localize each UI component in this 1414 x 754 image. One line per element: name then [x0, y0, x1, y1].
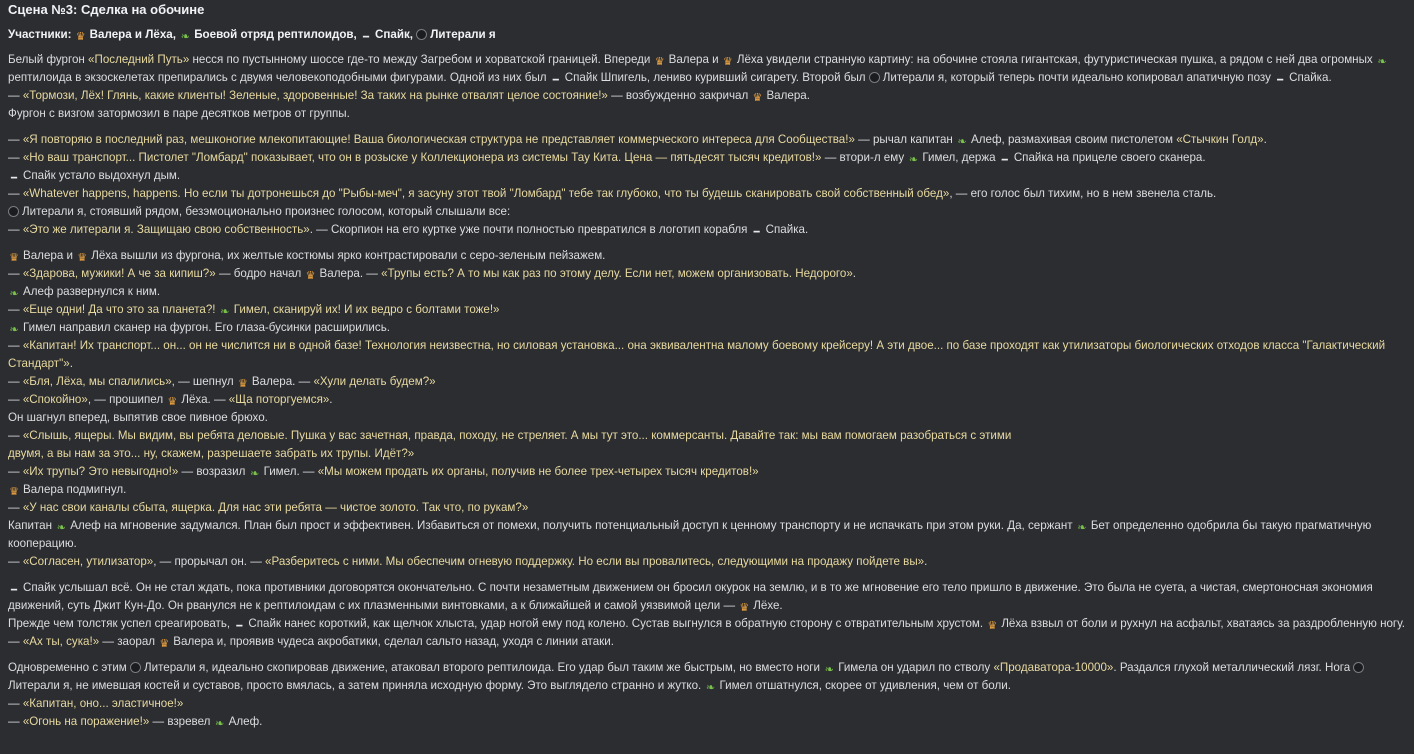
story-line	[8, 185, 1406, 203]
story-line	[8, 247, 1406, 265]
narration-text: — втори-л ему	[821, 151, 908, 164]
narration-text: Алеф.	[228, 715, 263, 728]
crown-icon: ♛	[167, 396, 178, 408]
dialogue-quote: двумя, а вы нам за это... ну, скажем, разрешаете забрать их трупы. Идёт?»	[8, 447, 415, 460]
narration-text: Лёхе.	[753, 599, 783, 612]
narration-text: —	[8, 375, 23, 388]
story-line	[8, 659, 1406, 695]
dialogue-quote: «Спокойно»	[22, 393, 88, 406]
narration-text: . — Скорпион на его куртке уже почти полностью превратился в логотип корабля	[309, 223, 751, 236]
lizard-icon: ❧	[908, 154, 918, 166]
black-circle-icon	[130, 662, 141, 673]
story-line	[8, 391, 1406, 409]
participants-line	[8, 26, 1406, 44]
narration-text: Лёха вышли из фургона, их желтые костюмы ярко контрастировали с серо-зеленым пейзажем.	[91, 249, 606, 262]
story-line	[8, 105, 1406, 123]
crown-icon: ♛	[9, 486, 19, 498]
narration-text: —	[8, 465, 23, 478]
story-line	[8, 427, 1406, 445]
dialogue-quote: «Последний Путь»	[88, 53, 190, 66]
dialogue-quote: Гимел, сканируй их! И их ведро с болтами тоже!»	[233, 303, 500, 316]
narration-text: несся по пустынному шоссе где-то между Загребом и хорватской границей. Впереди	[189, 53, 654, 66]
narration-text: Фургон с визгом затормозил в паре десятков метров от группы.	[8, 107, 350, 120]
cigarette-icon: ━	[10, 585, 18, 596]
narration-text: Спайк Шпигель, лениво куривший сигарету. Второй был	[564, 71, 869, 84]
dialogue-quote: «Их трупы? Это невыгодно!»	[22, 465, 179, 478]
dialogue-quote: «Стычкин Голд»	[1176, 133, 1264, 146]
narration-text: , — его голос был тихим, но в нем звенела сталь.	[949, 187, 1217, 200]
lizard-icon: ❧	[215, 718, 225, 730]
narration-text: Валера и	[23, 249, 77, 262]
narration-text: Валера.	[766, 89, 810, 102]
story-line	[8, 337, 1406, 373]
narration-text: — возразил	[178, 465, 249, 478]
narration-text: Он шагнул вперед, выпятив свое пивное брюхо.	[8, 411, 268, 424]
story-line	[8, 301, 1406, 319]
dialogue-quote: «Капитан, оно... эластичное!»	[22, 697, 184, 710]
crown-icon: ♛	[77, 252, 88, 264]
dialogue-quote: «Огонь на поражение!»	[22, 715, 150, 728]
narration-text: Гимел отшатнулся, скорее от удивления, чем от боли.	[719, 679, 1011, 692]
narration-text: .	[924, 555, 928, 568]
dialogue-quote: «Еще одни! Да что это за планета?!	[22, 303, 219, 316]
narration-text: Спайк услышал всё. Он не стал ждать, пока противники договорятся окончательно. С почти незаметным движением он бросил окурок на землю, и в то же мгновение его тело пришло в движение. Это была не суета, а чистая, смертоносная экономия движений, суть Джит Кун-До. Он рванулся не к рептилоидам с их плазменными винтовками, а к ближайшей и самой уязвимой цели —	[8, 581, 1373, 612]
dialogue-quote: «Слышь, ящеры. Мы видим, вы ребята деловые. Пушка у вас зачетная, правда, походу, не стреляет. А мы тут это... коммерсанты. Давайте так: мы вам помогаем разобраться с этими	[22, 429, 1012, 442]
narration-text: Гимел направил сканер на фургон. Его глаза-бусинки расширились.	[23, 321, 390, 334]
narration-text: —	[8, 697, 23, 710]
dialogue-quote: «Здарова, мужики! А че за кипиш?»	[22, 267, 216, 280]
story-line	[8, 579, 1406, 615]
cigarette-icon: ━	[1277, 75, 1284, 86]
story-line	[8, 265, 1406, 283]
story-line	[8, 499, 1406, 517]
black-circle-icon	[416, 29, 427, 40]
narration-text: Алеф, размахивая своим пистолетом	[971, 133, 1177, 146]
story-line	[8, 373, 1406, 391]
story-paragraph	[8, 131, 1406, 239]
narration-text: Белый фургон	[8, 53, 89, 66]
narration-text: —	[8, 429, 23, 442]
story-line	[8, 463, 1406, 481]
narration-text: — бодро начал	[215, 267, 305, 280]
narration-text: Валера и, проявив чудеса акробатики, сделал сальто назад, уходя с линии атаки.	[173, 635, 614, 648]
story-line	[8, 481, 1406, 499]
story-line	[8, 615, 1406, 633]
participant-name: Литерали я	[430, 28, 496, 41]
participant-name: Боевой отряд рептилоидов	[194, 28, 354, 41]
story-body	[8, 51, 1406, 731]
story-line	[8, 167, 1406, 185]
crown-icon: ♛	[722, 56, 733, 68]
dialogue-quote: «Я повторяю в последний раз, мешконогие млекопитающие! Ваша биологическая структура не представляет коммерческого интереса для Сообщества!»	[22, 133, 855, 146]
crown-icon: ♛	[654, 56, 665, 68]
narration-text: Валера. —	[251, 375, 314, 388]
narration-text: Литерали я, стоявший рядом, безэмоционально произнес голосом, который слышали все:	[22, 205, 511, 218]
participant-name: Валера и Лёха	[89, 28, 173, 41]
narration-text: Спайка.	[765, 223, 809, 236]
narration-text: —	[8, 223, 23, 236]
narration-text: рептилоида в экзоскелетах препирались с двумя человекоподобными фигурами. Одной из них был	[8, 71, 550, 84]
narration-text: — заорал	[99, 635, 159, 648]
story-line	[8, 87, 1406, 105]
story-line	[8, 319, 1406, 337]
lizard-icon: ❧	[705, 682, 716, 694]
cigarette-icon: ━	[10, 173, 18, 184]
story-line	[8, 51, 1406, 87]
story-line	[8, 633, 1406, 651]
story-line	[8, 445, 1406, 463]
narration-text: Спайк нанес короткий, как щелчок хлыста, удар ногой ему под колено. Сустав выгнулся в обратную сторону с отвратительным хрустом.	[248, 617, 987, 630]
dialogue-quote: «Капитан! Их транспорт... он... он не числится ни в одной базе! Технология неизвестна, но силовая установка... она эквивалентна малому боевому крейсеру! А эти двое... по базе проходят как утилизаторы биологических отходов класса "Галактический Стандарт"»	[8, 339, 1386, 370]
narration-text: .	[69, 357, 73, 370]
narration-text: —	[8, 635, 23, 648]
cigarette-icon: ━	[236, 621, 243, 632]
narration-text: . Раздался глухой металлический лязг. Нога	[1113, 661, 1354, 674]
participants-label: Участники:	[8, 28, 72, 41]
dialogue-quote: «Ща поторгуемся»	[228, 393, 330, 406]
black-circle-icon	[1353, 662, 1364, 673]
story-line	[8, 713, 1406, 731]
dialogue-quote: «Whatever happens, happens. Но если ты дотронешься до "Рыбы-меч", я засуну этот твой "Ломбард" тебе так глубоко, что ты будешь сканировать свой собственный обед»	[22, 187, 950, 200]
story-line	[8, 131, 1406, 149]
black-circle-icon	[8, 206, 19, 217]
narration-text: —	[8, 267, 23, 280]
dialogue-quote: «Но ваш транспорт... Пистолет "Ломбард" показывает, что он в розыске у Коллекционера из системы Тау Кита. Цена — пятьдесят тысяч кредитов!»	[22, 151, 822, 164]
narration-text: Алеф развернулся к ним.	[23, 285, 161, 298]
narration-text: Лёха взвыл от боли и рухнул на асфальт, хватаясь за раздробленную ногу.	[1001, 617, 1406, 630]
dialogue-quote: «Мы можем продать их органы, получив не более трех-четырех тысяч кредитов!»	[317, 465, 759, 478]
lizard-icon: ❧	[220, 306, 230, 318]
story-line	[8, 553, 1406, 571]
narration-text: —	[8, 133, 23, 146]
scene-title: Сцена №3: Сделка на обочине	[8, 2, 205, 17]
narration-text: Гимел, держа	[922, 151, 999, 164]
narration-text: —	[8, 89, 23, 102]
dialogue-quote: «Разберитесь с ними. Мы обеспечим огневую поддержку. Но если вы провалитесь, следующими на продажу пойдете вы»	[265, 555, 925, 568]
dialogue-quote: «Тормози, Лёх! Глянь, какие клиенты! Зеленые, здоровенные! За таких на рынке отвалят целое состояние!»	[22, 89, 608, 102]
cigarette-icon: ━	[753, 227, 760, 238]
narration-text: Прежде чем толстяк успел среагировать,	[8, 617, 234, 630]
narration-text: , — прорычал он. —	[153, 555, 266, 568]
lizard-icon: ❧	[824, 664, 834, 676]
narration-text: Капитан	[8, 519, 56, 532]
narration-text: Лёха увидели странную картину: на обочине стояла гигантская, футуристическая пушка, а рядом с ней два огромных	[736, 53, 1376, 66]
narration-text: Спайка.	[1289, 71, 1332, 84]
narration-text: , — прошипел	[87, 393, 167, 406]
narration-text: Бет определенно одобрила бы такую прагматичную кооперацию.	[8, 519, 1372, 550]
narration-text: Литерали я, не имевшая костей и суставов, просто вмялась, а затем приняла исходную форму. Это выглядело странно и жутко.	[8, 679, 705, 692]
story-paragraph	[8, 579, 1406, 651]
narration-text: — рычал капитан	[854, 133, 957, 146]
narration-text: —	[8, 187, 23, 200]
dialogue-quote: «Продаватора-10000»	[993, 661, 1114, 674]
story-line	[8, 409, 1406, 427]
narration-text: —	[8, 555, 23, 568]
cigarette-icon: ━	[1001, 155, 1008, 166]
dialogue-quote: «Это же литерали я. Защищаю свою собственность»	[22, 223, 310, 236]
crown-icon: ♛	[987, 620, 998, 632]
narration-text: —	[8, 393, 23, 406]
narration-text: — возбужденно закричал	[607, 89, 752, 102]
narration-text: Лёха. —	[181, 393, 229, 406]
crown-icon: ♛	[75, 31, 86, 43]
participants-list: ♛ Валера и Лёха, ❧ Боевой отряд рептилоидов, ━ Спайк, Литерали я	[75, 28, 496, 43]
story-line	[8, 695, 1406, 713]
story-paragraph	[8, 51, 1406, 123]
narration-text: —	[8, 339, 23, 352]
dialogue-quote: «Согласен, утилизатор»	[22, 555, 154, 568]
narration-text: Валера подмигнул.	[23, 483, 127, 496]
narration-text: — взревел	[149, 715, 214, 728]
story-line	[8, 149, 1406, 167]
lizard-icon: ❧	[249, 468, 260, 480]
narration-text: —	[8, 715, 23, 728]
participant-name: Спайк	[375, 28, 410, 41]
story-line	[8, 221, 1406, 239]
narration-text: , — шепнул	[171, 375, 237, 388]
story-line	[8, 517, 1406, 553]
narration-text: .	[852, 267, 857, 280]
lizard-icon: ❧	[1077, 522, 1087, 534]
story-line	[8, 283, 1406, 301]
cigarette-icon: ━	[363, 32, 370, 43]
narration-text: —	[8, 501, 23, 514]
crown-icon: ♛	[739, 602, 750, 614]
crown-icon: ♛	[9, 252, 19, 264]
narration-text: Спайк устало выдохнул дым.	[23, 169, 181, 182]
lizard-icon: ❧	[9, 324, 19, 336]
story-line	[8, 203, 1406, 221]
lizard-icon: ❧	[1377, 56, 1387, 68]
narration-text: Валера и	[668, 53, 722, 66]
dialogue-quote: «Трупы есть? А то мы как раз по этому делу. Если нет, можем организовать. Недорого»	[381, 267, 853, 280]
story-paragraph	[8, 659, 1406, 731]
dialogue-quote: «Бля, Лёха, мы спалились»	[22, 375, 172, 388]
dialogue-quote: «Ах ты, сука!»	[22, 635, 100, 648]
narration-text: —	[8, 303, 23, 316]
crown-icon: ♛	[305, 270, 316, 282]
cigarette-icon: ━	[552, 75, 559, 86]
dialogue-quote: «У нас свои каналы сбыта, ящерка. Для нас эти ребята — чистое золото. Так что, по рукам?»	[22, 501, 529, 514]
story-paragraph	[8, 247, 1406, 571]
lizard-icon: ❧	[180, 31, 190, 43]
narration-text: Литерали я, который теперь почти идеально копировал апатичную позу	[882, 71, 1275, 84]
narration-text: Спайка на прицеле своего сканера.	[1013, 151, 1206, 164]
narration-text: .	[329, 393, 333, 406]
crown-icon: ♛	[752, 92, 763, 104]
lizard-icon: ❧	[9, 288, 19, 300]
narration-text: Литерали я, идеально скопировав движение, атаковал второго рептилоида. Его удар был таким же быстрым, но вместо ноги	[143, 661, 824, 674]
narration-text: .	[1263, 133, 1267, 146]
black-circle-icon	[869, 72, 880, 83]
lizard-icon: ❧	[957, 136, 967, 148]
narration-text: Алеф на мгновение задумался. План был прост и эффективен. Избавиться от помехи, получить потенциальный доступ к ценному транспорту и не испачкать при этом руки. Да, сержант	[70, 519, 1076, 532]
narration-text: Валера. —	[319, 267, 382, 280]
narration-text: —	[8, 151, 23, 164]
crown-icon: ♛	[159, 638, 170, 650]
crown-icon: ♛	[237, 378, 248, 390]
narration-text: Одновременно с этим	[8, 661, 130, 674]
narration-text: Гимела он ударил по стволу	[838, 661, 994, 674]
narration-text: Гимел. —	[263, 465, 318, 478]
lizard-icon: ❧	[56, 522, 66, 534]
dialogue-quote: «Хули делать будем?»	[313, 375, 436, 388]
